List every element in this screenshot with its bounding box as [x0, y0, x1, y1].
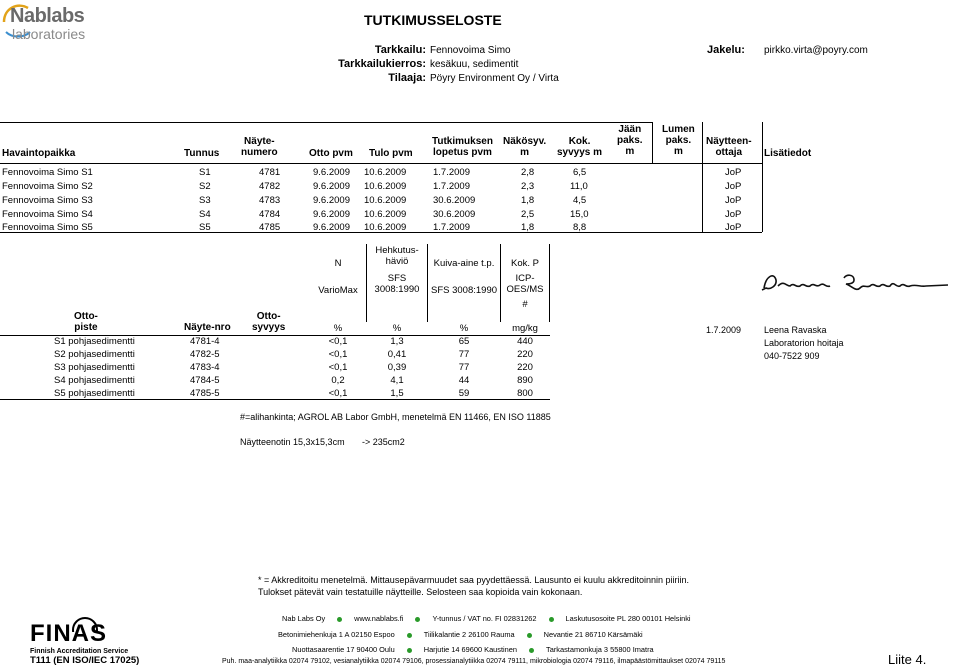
cell-arrival-date: 10.6.2009 — [364, 181, 407, 192]
footer-billing: Laskutusosoite PL 280 00101 Helsinki — [565, 614, 691, 623]
method-loss-on-ignition: SFS 3008:1990 — [374, 273, 420, 295]
cell-sample-number: 4784-5 — [190, 375, 220, 386]
report-title: TUTKIMUSSELOSTE — [364, 12, 502, 28]
cell-sampling-point: S5 pohjasedimentti — [54, 388, 135, 399]
cell-sampling-point: S2 pohjasedimentti — [54, 349, 135, 360]
cell-end-date: 1.7.2009 — [433, 222, 470, 233]
th-sample-no: Näyte- numero — [241, 136, 278, 158]
sampler-label: Näytteenotin 15,3x15,3cm — [240, 437, 345, 447]
cell-total-depth: 8,8 — [573, 222, 587, 233]
th-arrival-date: Tulo pvm — [369, 148, 413, 159]
footer-oulu: Nuottasaarentie 17 90400 Oulu — [292, 645, 395, 654]
th-visibility-depth: Näkösyv. m — [503, 136, 547, 158]
round-label: Tarkkailukierros: — [338, 58, 426, 70]
cell-sampler: JoP — [725, 195, 742, 206]
th-total-depth: Kok. syvyys m — [557, 136, 603, 158]
dot-icon — [527, 633, 532, 638]
cell-sampling-point: S4 pohjasedimentti — [54, 375, 135, 386]
cell-n: <0,1 — [328, 362, 348, 373]
unit-dry-matter: % — [459, 323, 469, 334]
cell-location: Fennovoima Simo S2 — [2, 181, 93, 192]
th-sampling-date: Otto pvm — [309, 148, 353, 159]
cell-end-date: 30.6.2009 — [433, 209, 476, 220]
footer-espoo: Betonimiehenkuja 1 A 02150 Espoo — [278, 630, 395, 639]
round-value: kesäkuu, sedimentit — [430, 59, 519, 70]
footer-karsamaki: Nevantie 21 86710 Kärsämäki — [543, 630, 643, 639]
th-snow-thickness: Lumen paks. m — [662, 124, 695, 157]
cell-end-date: 30.6.2009 — [433, 195, 476, 206]
results-note: Tulokset pätevät vain testatuille näytteille. Selosteen saa kopioida vain kokonaan. — [258, 587, 583, 597]
cell-loss-on-ignition: 0,39 — [387, 362, 407, 373]
cell-location: Fennovoima Simo S1 — [2, 167, 93, 178]
signature-date: 1.7.2009 — [706, 325, 742, 335]
cell-end-date: 1.7.2009 — [433, 181, 470, 192]
th-id: Tunnus — [184, 148, 220, 159]
cell-visibility-depth: 2,5 — [521, 209, 535, 220]
th-notes: Lisätiedot — [764, 148, 812, 159]
cell-sampling-date: 9.6.2009 — [313, 195, 350, 206]
distribution-value: pirkko.virta@poyry.com — [764, 45, 868, 56]
th-ice-thickness: Jään paks. m — [617, 124, 643, 157]
cell-total-p: 890 — [517, 375, 533, 386]
cell-n: <0,1 — [328, 349, 348, 360]
cell-visibility-depth: 2,3 — [521, 181, 535, 192]
cell-loss-on-ignition: 0,41 — [387, 349, 407, 360]
method-total-p: ICP- OES/MS — [506, 273, 544, 295]
cell-sample-number: 4782-5 — [190, 349, 220, 360]
th-sampler: Näytteen- ottaja — [706, 136, 752, 158]
unit-n: % — [333, 323, 343, 334]
orderer-value: Pöyry Environment Oy / Virta — [430, 73, 559, 84]
cell-loss-on-ignition: 4,1 — [390, 375, 404, 386]
cell-id: S4 — [199, 209, 211, 220]
cell-sample-no: 4782 — [259, 181, 281, 192]
th-sampling-depth: Otto- syvyys — [252, 311, 286, 333]
cell-arrival-date: 10.6.2009 — [364, 167, 407, 178]
cell-total-p: 220 — [517, 362, 533, 373]
finas-name: FINAS — [30, 620, 107, 647]
cell-sampling-date: 9.6.2009 — [313, 222, 350, 233]
signature-title: Laboratorion hoitaja — [764, 338, 844, 348]
sampler-value: -> 235cm2 — [362, 437, 405, 447]
cell-dry-matter: 65 — [458, 336, 470, 347]
cell-arrival-date: 10.6.2009 — [364, 195, 407, 206]
cell-sampler: JoP — [725, 181, 742, 192]
cell-dry-matter: 44 — [458, 375, 470, 386]
method-dry-matter: SFS 3008:1990 — [430, 285, 498, 296]
cell-total-p: 220 — [517, 349, 533, 360]
cell-sample-number: 4783-4 — [190, 362, 220, 373]
nablabs-logo — [2, 2, 104, 42]
cell-arrival-date: 10.6.2009 — [364, 222, 407, 233]
orderer-label: Tilaaja: — [388, 72, 426, 84]
footer-rauma: Tiilikalantie 2 26100 Rauma — [423, 630, 515, 639]
cell-dry-matter: 77 — [458, 349, 470, 360]
cell-loss-on-ignition: 1,3 — [390, 336, 404, 347]
footer-phones: Puh. maa-analytiikka 02074 79102, vesianalytiikka 02074 79106, prosessianalytiikka 02074 79111, mikrobiologia 02074 79116, ilmapäästömittaukset 02074 79115 — [222, 658, 726, 665]
cell-arrival-date: 10.6.2009 — [364, 209, 407, 220]
th-location: Havaintopaikka — [2, 148, 76, 159]
handwritten-signature — [760, 270, 950, 299]
cell-location: Fennovoima Simo S5 — [2, 222, 93, 233]
cell-sampling-date: 9.6.2009 — [313, 181, 350, 192]
cell-location: Fennovoima Simo S4 — [2, 209, 93, 220]
cell-sample-no: 4783 — [259, 195, 281, 206]
cell-sampling-point: S3 pohjasedimentti — [54, 362, 135, 373]
client-value: Fennovoima Simo — [430, 45, 511, 56]
signature-phone: 040-7522 909 — [764, 351, 820, 361]
th-sample-number: Näyte-nro — [184, 322, 231, 333]
param-n: N — [334, 258, 342, 269]
dot-icon — [415, 617, 420, 622]
cell-sampler: JoP — [725, 209, 742, 220]
footer-website: www.nablabs.fi — [354, 614, 404, 623]
cell-sampling-point: S1 pohjasedimentti — [54, 336, 135, 347]
th-end-date: Tutkimuksen lopetus pvm — [432, 136, 493, 158]
logo-line2: laboratories — [12, 26, 86, 42]
cell-end-date: 1.7.2009 — [433, 167, 470, 178]
footer-vat: Y-tunnus / VAT no. FI 02831262 — [432, 614, 537, 623]
cell-n: <0,1 — [328, 388, 348, 399]
appendix-label: Liite 4. — [888, 652, 927, 667]
dot-icon — [529, 648, 534, 653]
cell-sample-number: 4785-5 — [190, 388, 220, 399]
th-sampling-point: Otto- piste — [74, 311, 98, 333]
finas-code: T111 (EN ISO/IEC 17025) — [30, 655, 140, 666]
cell-id: S5 — [199, 222, 211, 233]
method-note: #=alihankinta; AGROL AB Labor GmbH, menetelmä EN 11466, EN ISO 11885 — [240, 412, 551, 422]
subcontract-mark: # — [522, 299, 528, 310]
param-loss-on-ignition: Hehkutus- häviö — [375, 245, 419, 267]
footer-company: Nab Labs Oy — [282, 614, 326, 623]
cell-total-p: 800 — [517, 388, 533, 399]
cell-visibility-depth: 1,8 — [521, 195, 535, 206]
dot-icon — [407, 633, 412, 638]
cell-sample-no: 4785 — [259, 222, 281, 233]
dot-icon — [407, 648, 412, 653]
cell-id: S2 — [199, 181, 211, 192]
cell-sampling-date: 9.6.2009 — [313, 167, 350, 178]
cell-visibility-depth: 1,8 — [521, 222, 535, 233]
cell-total-depth: 6,5 — [573, 167, 587, 178]
cell-dry-matter: 77 — [458, 362, 470, 373]
cell-sampler: JoP — [725, 222, 742, 233]
unit-loss-on-ignition: % — [392, 323, 402, 334]
logo-line1: Nablabs — [10, 5, 85, 27]
cell-id: S1 — [199, 167, 211, 178]
unit-total-p: mg/kg — [512, 323, 538, 334]
cell-location: Fennovoima Simo S3 — [2, 195, 93, 206]
cell-sampler: JoP — [725, 167, 742, 178]
cell-id: S3 — [199, 195, 211, 206]
footer-kaustinen: Harjutie 14 69600 Kaustinen — [423, 645, 518, 654]
param-dry-matter: Kuiva-aine t.p. — [433, 258, 495, 269]
dot-icon — [337, 617, 342, 622]
client-label: Tarkkailu: — [374, 44, 426, 56]
cell-loss-on-ignition: 1,5 — [390, 388, 404, 399]
cell-n: <0,1 — [328, 336, 348, 347]
cell-total-depth: 15,0 — [570, 209, 589, 220]
cell-sample-no: 4781 — [259, 167, 281, 178]
cell-dry-matter: 59 — [458, 388, 470, 399]
cell-total-p: 440 — [517, 336, 533, 347]
cell-visibility-depth: 2,8 — [521, 167, 535, 178]
dot-icon — [549, 617, 554, 622]
footer-imatra: Tarkastamonkuja 3 55800 Imatra — [546, 645, 654, 654]
cell-sample-no: 4784 — [259, 209, 281, 220]
cell-total-depth: 11,0 — [570, 181, 588, 192]
cell-n: 0,2 — [331, 375, 345, 386]
cell-sample-number: 4781-4 — [190, 336, 220, 347]
cell-total-depth: 4,5 — [573, 195, 587, 206]
finas-subtitle: Finnish Accreditation Service — [30, 648, 129, 655]
distribution-label: Jakelu: — [707, 44, 745, 56]
accredited-note: * = Akkreditoitu menetelmä. Mittausepävarmuudet saa pyydettäessä. Lausunto ei kuulu akkreditoinnin piiriin. — [258, 575, 689, 585]
param-total-p: Kok. P — [511, 258, 539, 269]
cell-sampling-date: 9.6.2009 — [313, 209, 350, 220]
method-n: VarioMax — [318, 285, 358, 296]
signature-name: Leena Ravaska — [764, 325, 827, 335]
